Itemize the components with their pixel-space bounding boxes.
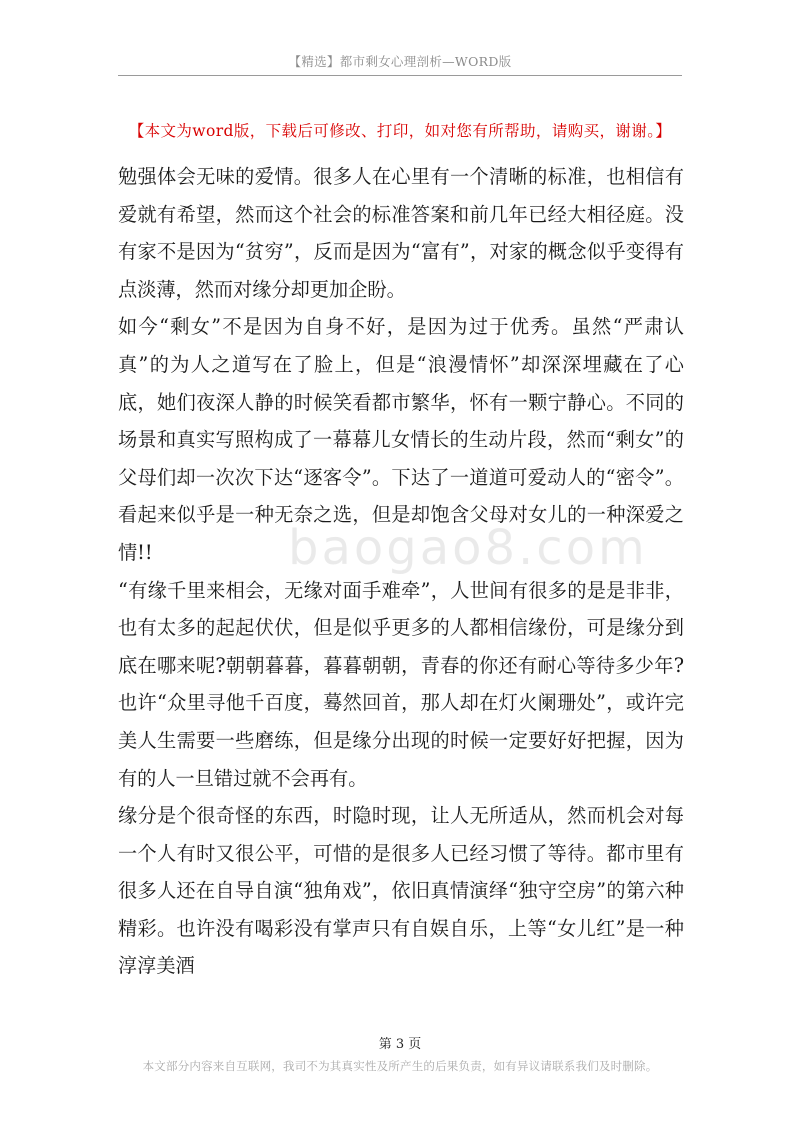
page-number: 第 3 页 [378, 1037, 422, 1052]
paragraph: 如今“剩女”不是因为自身不好，是因为过于优秀。虽然“严肃认真”的为人之道写在了脸上，但是“浪漫情怀”却深深埋藏在了心底，她们夜深人静的时候笑看都市繁华，怀有一颗宁静心。不同的场景和真实写照构成了一幕幕儿女情长的生动片段，然而“剩女”的父母们却一次次下达“逐客令”。下达了一道道可爱动人的“密令”。看起来似乎是一种无奈之选，但是却饱含父母对女儿的一种深爱之情!! [118, 315, 684, 564]
article-body [118, 158, 684, 985]
watermark: baogao8.com [288, 520, 648, 576]
download-notice: 【本文为word版，下载后可修改、打印，如对您有所帮助，请购买，谢谢。】 [128, 122, 672, 140]
paragraph: 勉强体会无味的爱情。很多人在心里有一个清晰的标准，也相信有爱就有希望，然而这个社会的标准答案和前几年已经大相径庭。没有家不是因为“贫穷”，反而是因为“富有”，对家的概念似乎变得有点淡薄，然而对缘分却更加企盼。 [118, 165, 684, 301]
paragraph: 缘分是个很奇怪的东西，时隐时现，让人无所适从，然而机会对每一个人有时又很公平，可惜的是很多人已经习惯了等待。都市里有很多人还在自导自演“独角戏”，依旧真情演绎“独守空房”的第六种精彩。也许没有喝彩没有掌声只有自娱自乐，上等“女儿红”是一种淳淳美酒 [118, 804, 684, 978]
page-header [118, 52, 682, 76]
disclaimer-footer: 本文部分内容来自互联网，我司不为其真实性及所产生的后果负责，如有异议请联系我们及时删除。 [142, 1059, 658, 1073]
header-title: 【精选】都市剩女心理剖析—WORD版 [288, 54, 512, 69]
paragraph: “有缘千里来相会，无缘对面手难牵”，人世间有很多的是是非非，也有太多的起起伏伏，但是似乎更多的人都相信缘份，可是缘分到底在哪来呢?朝朝暮暮，暮暮朝朝，青春的你还有耐心等待多少年?也许“众里寻他千百度，蓦然回首，那人却在灯火阑珊处”，或许完美人生需要一些磨练，但是缘分出现的时候一定要好好把握，因为有的人一旦错过就不会再有。 [118, 578, 684, 790]
